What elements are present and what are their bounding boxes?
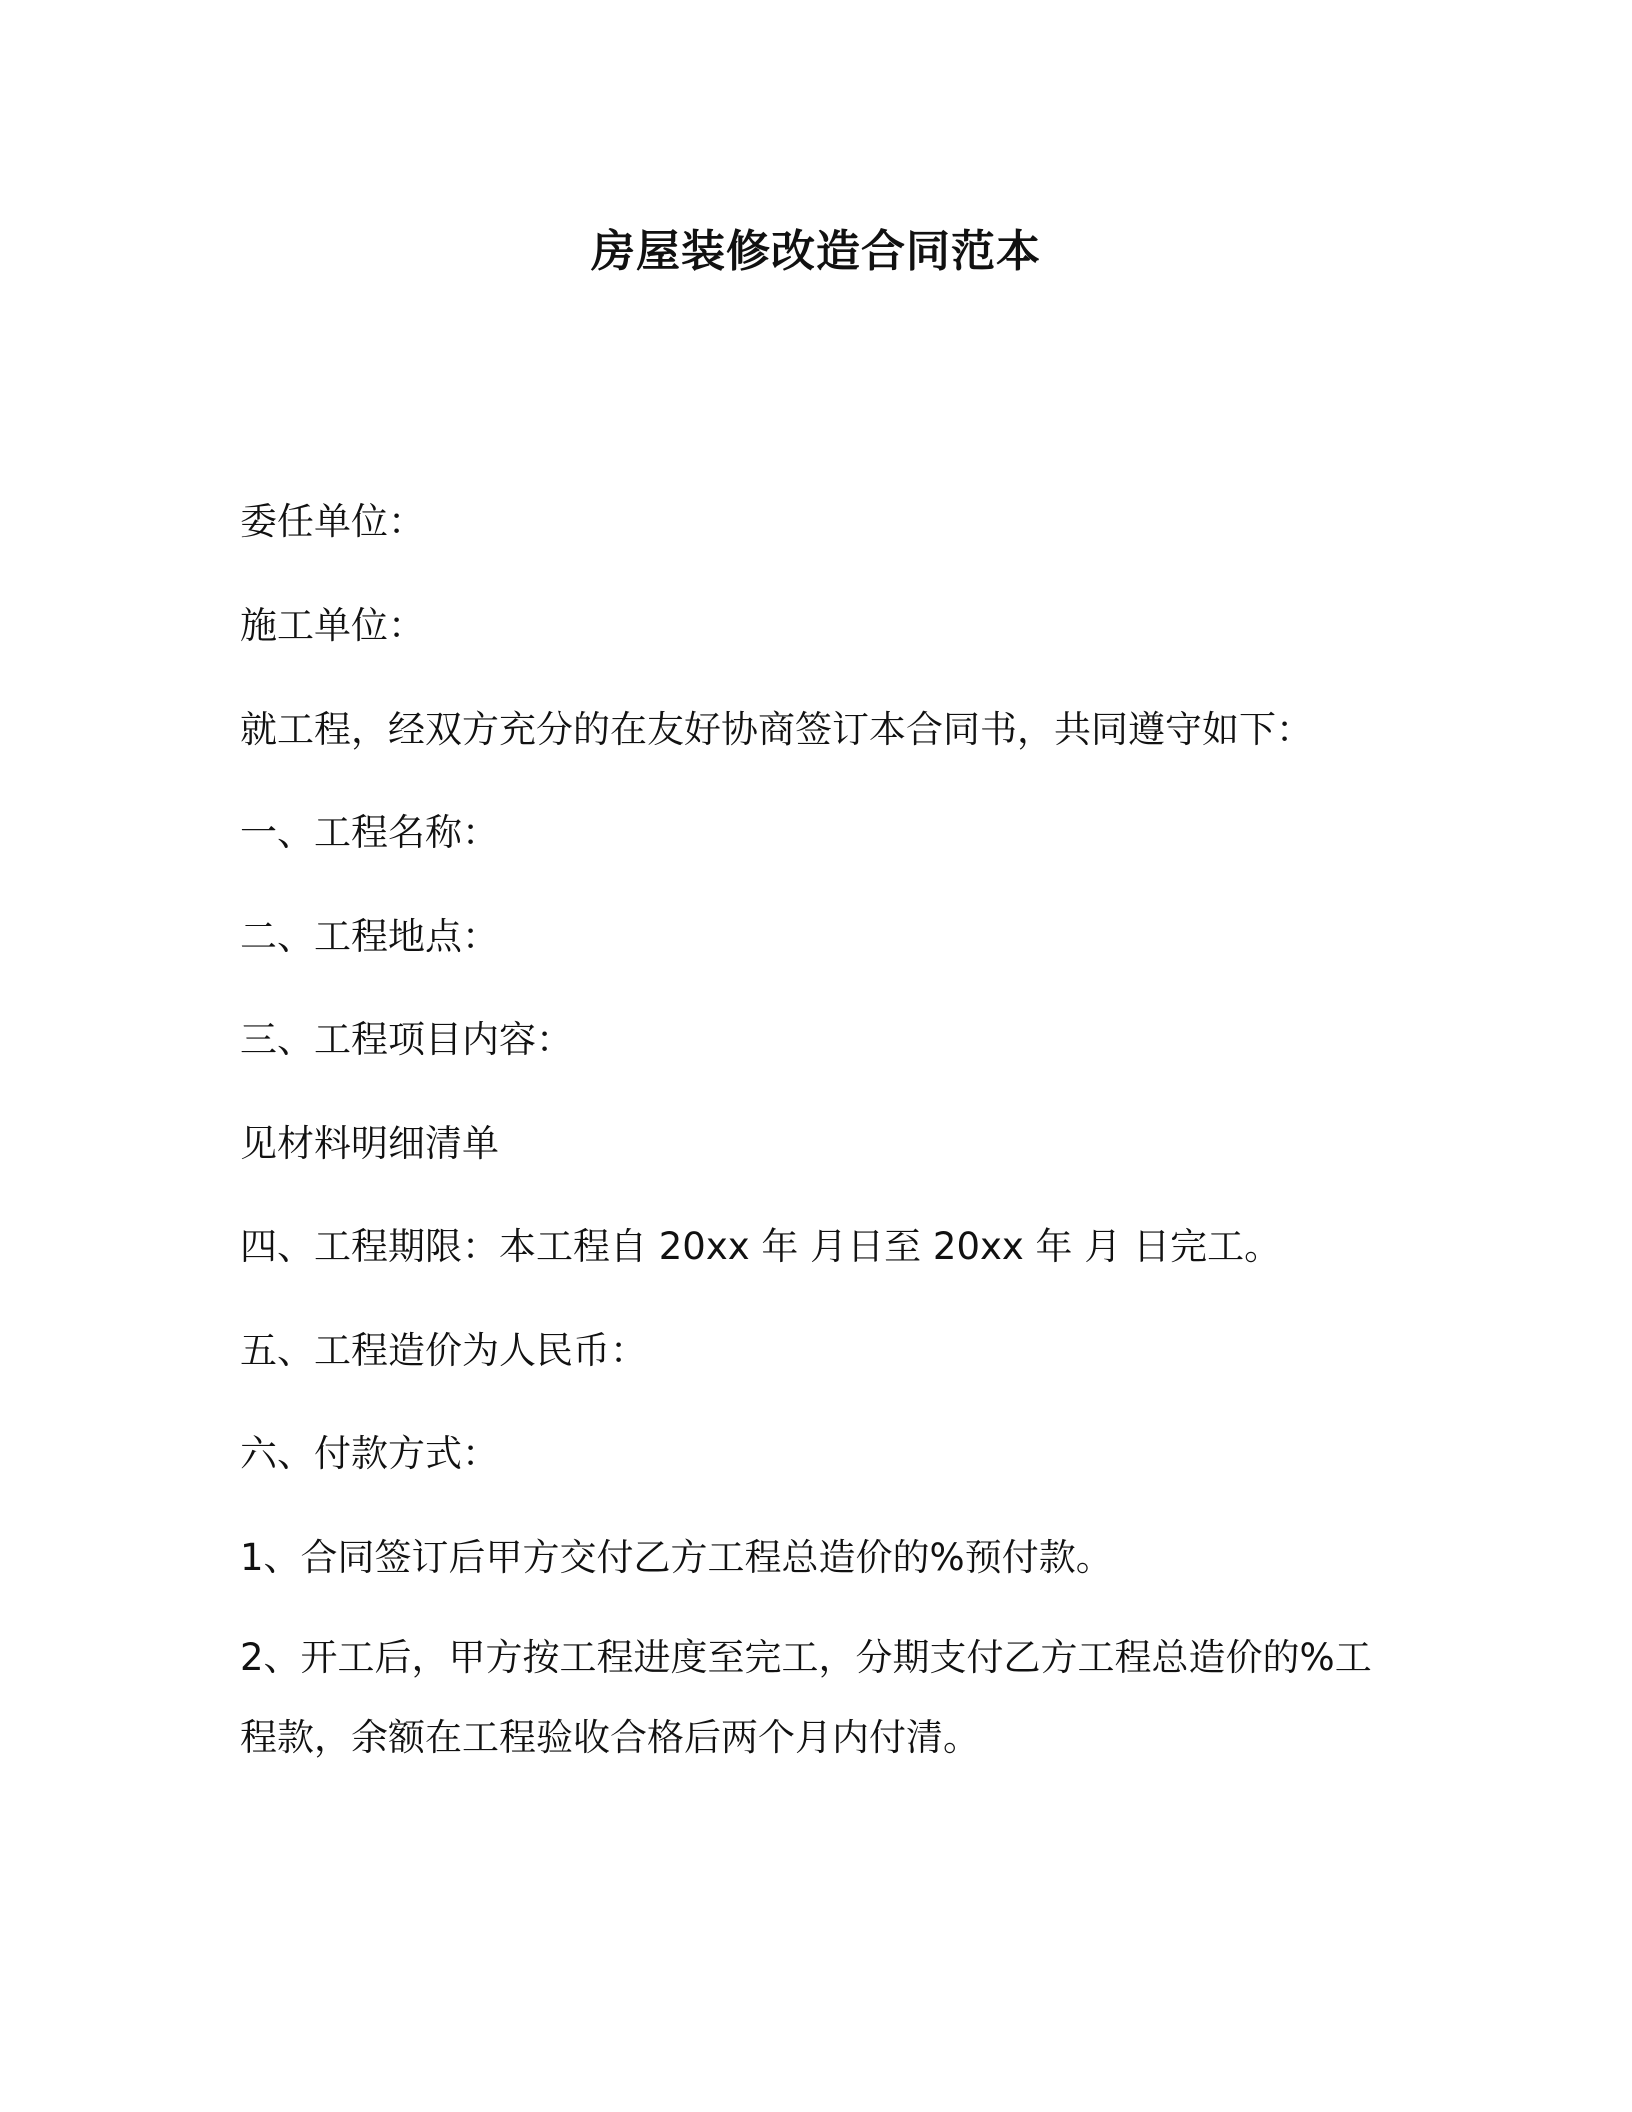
- section-project-cost: 五、工程造价为人民币：: [240, 1329, 647, 1372]
- materials-list-line: 见材料明细清单: [240, 1122, 499, 1165]
- section-payment-method: 六、付款方式：: [240, 1432, 499, 1475]
- section-project-content: 三、工程项目内容：: [240, 1018, 573, 1061]
- client-unit-line: 委任单位：: [240, 500, 425, 543]
- payment-clause-2: 2、开工后，甲方按工程进度至完工，分期支付乙方工程总造价的%工程款，余额在工程验收合格后两个月内付清。: [240, 1636, 1372, 1759]
- section-project-location: 二、工程地点：: [240, 915, 499, 958]
- preamble-line: 就工程，经双方充分的在友好协商签订本合同书，共同遵守如下：: [240, 708, 1313, 751]
- payment-clause-1: 1、合同签订后甲方交付乙方工程总造价的%预付款。: [240, 1536, 1113, 1579]
- section-project-name: 一、工程名称：: [240, 811, 499, 854]
- section-project-period: 四、工程期限：本工程自 20xx 年 月日至 20xx 年 月 日完工。: [240, 1225, 1282, 1268]
- contractor-unit-line: 施工单位：: [240, 604, 425, 647]
- document-title: 房屋装修改造合同范本: [591, 226, 1041, 277]
